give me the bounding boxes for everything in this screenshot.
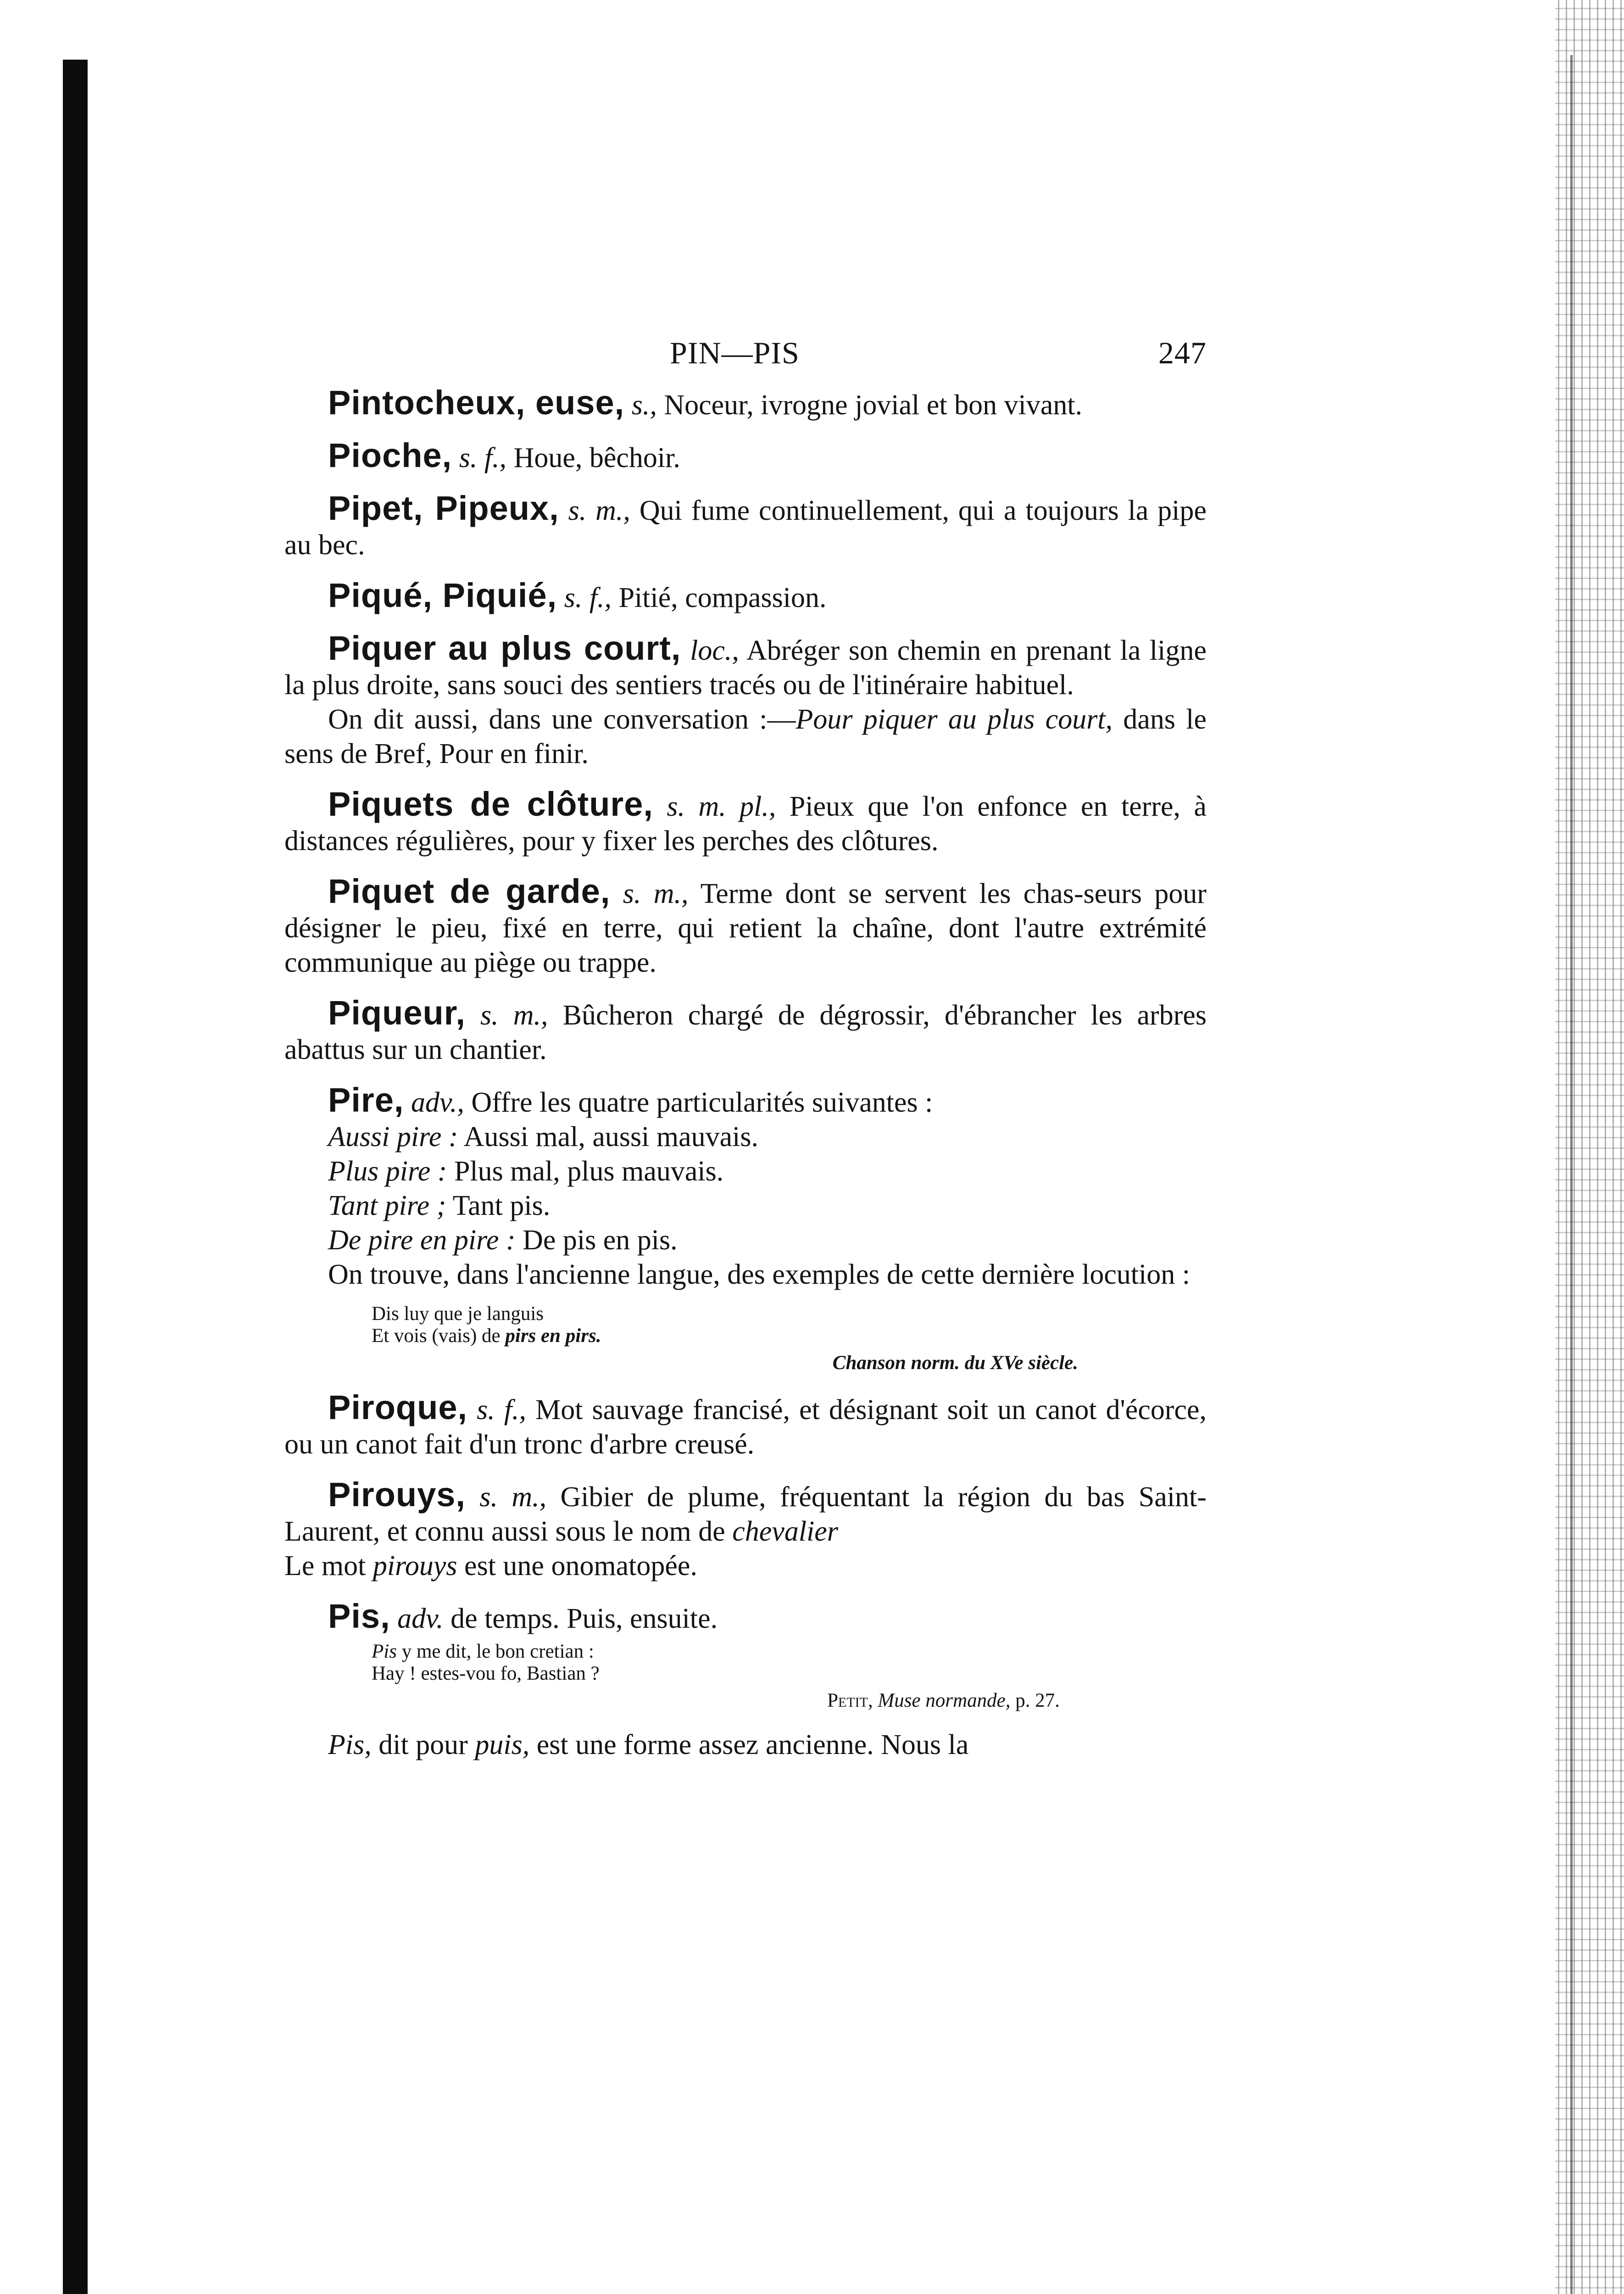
usage-example: Pour piquer au plus court, xyxy=(795,704,1113,735)
usage-note-cont: dernière locution : xyxy=(981,1259,1190,1290)
usage-note: On trouve, dans l'ancienne langue, des exemples de cette xyxy=(328,1259,975,1290)
running-title: PIN—PIS xyxy=(670,335,800,370)
headword: Pipet, Pipeux, xyxy=(328,489,559,527)
headword: Piquets de clôture, xyxy=(328,785,653,823)
grammar-label: s. m., xyxy=(623,878,689,909)
definition: Qui fume continuellement, qui a xyxy=(639,495,1017,526)
definition: Noceur, ivrogne jovial et bon xyxy=(664,390,997,421)
definition: Bûcheron chargé de dégrossir, d'ébrancher xyxy=(562,1000,1076,1031)
entry-piquer-au-plus-court xyxy=(284,631,1207,771)
definition-cont: canot d'écorce, ou un canot fait d'un tronc d'arbre creusé. xyxy=(284,1394,1207,1460)
definition-cont: clôtures. xyxy=(841,825,939,857)
continuation-paragraph: Pis, dit pour puis, est une forme assez ancienne. Nous la xyxy=(328,1729,969,1760)
quote-line: Hay ! estes-vou fo, Bastian ? xyxy=(372,1663,600,1684)
grammar-label: adv., xyxy=(411,1087,464,1118)
grammar-label: s. f., xyxy=(459,442,507,473)
example-line: Aussi pire : Aussi mal, aussi mauvais. xyxy=(328,1121,759,1153)
definition: Gibier de plume, fréquentant la région du xyxy=(560,1481,1073,1513)
usage-note: On dit aussi, dans une conversation :— xyxy=(328,704,796,735)
entry-pire xyxy=(284,1083,1207,1292)
grammar-label: s. m., xyxy=(568,495,630,526)
citation: Petit, Muse normande, p. 27. xyxy=(827,1690,1060,1711)
quote-line: Et vois (vais) de pirs en pirs. xyxy=(372,1325,601,1347)
definition: Pitié, compassion. xyxy=(618,582,827,613)
page-edge-noise xyxy=(1555,0,1624,2294)
grammar-label: loc., xyxy=(690,635,739,666)
headword: Piroque, xyxy=(328,1388,468,1426)
grammar-label: adv. xyxy=(397,1603,444,1634)
definition: Mot sauvage francisé, et désignant soit un xyxy=(535,1394,1026,1425)
example-line: Tant pire ; Tant pis. xyxy=(328,1190,551,1221)
entry-pirouys: Pirouys, s. m., Gibier de plume, fréquentant la région du bas Saint-Laurent, et connu aussi sous le nom de chevalier Le mot pirouys est une onomatopée. xyxy=(284,1476,1207,1581)
quotation xyxy=(284,1641,1207,1685)
entry-pis xyxy=(284,1599,1207,1636)
example-line: De pire en pire : De pis en pis. xyxy=(328,1225,678,1256)
definition: Terme dont se servent les chas- xyxy=(700,878,1084,909)
grammar-label: s. f., xyxy=(477,1394,527,1425)
grammar-label: s., xyxy=(631,390,657,421)
binding-shadow xyxy=(63,60,88,2294)
definition: de temps. Puis, ensuite. xyxy=(450,1603,718,1634)
quotation xyxy=(284,1303,1207,1347)
page-number: 247 xyxy=(1158,335,1207,370)
quote-line: Dis luy que je languis xyxy=(372,1303,544,1325)
entry-piqueur xyxy=(284,996,1207,1067)
definition-cont: ou de l'itinéraire habituel. xyxy=(783,669,1074,701)
headword: Pirouys, xyxy=(328,1476,466,1514)
headword: Pire, xyxy=(328,1081,404,1119)
definition-cont: prenant la ligne la plus droite, sans souci des sentiers tracés xyxy=(284,635,1207,701)
headword: Pioche, xyxy=(328,436,452,474)
quote-line: Pis y me dit, le bon cretian : xyxy=(372,1641,594,1662)
grammar-label: s. m., xyxy=(479,1481,547,1513)
entry-piquets-de-cloture xyxy=(284,787,1207,858)
headword: Piqué, Piquié, xyxy=(328,576,557,614)
definition: Pieux que l'on enfonce en xyxy=(789,791,1108,822)
entry-pipet xyxy=(284,491,1207,562)
headword: Pis, xyxy=(328,1597,390,1635)
entry-pintocheux xyxy=(284,385,1207,423)
definition-cont: vivant. xyxy=(1004,390,1083,421)
headword: Pintocheux, euse, xyxy=(328,384,625,422)
definition: Abréger son chemin en xyxy=(746,635,1017,666)
definition: Houe, bêchoir. xyxy=(513,442,680,473)
example-line: Plus pire : Plus mal, plus mauvais. xyxy=(328,1156,724,1187)
usage-note-cont: dans le sens de Bref, Pour en finir. xyxy=(284,704,1207,769)
citation: Chanson norm. du XVe siècle. xyxy=(832,1352,1078,1374)
definition-cont: les arbres abattus sur un chantier. xyxy=(284,1000,1207,1065)
grammar-label: s. f., xyxy=(564,582,612,613)
entry-pique xyxy=(284,578,1207,615)
definition-cont: seurs pour désigner le pieu, fixé en terre, qui retient la xyxy=(284,878,1207,944)
page-content xyxy=(284,330,1207,1778)
headword: Piquet de garde, xyxy=(328,872,611,910)
entry-pioche xyxy=(284,438,1207,475)
headword: Piquer au plus court, xyxy=(328,629,681,667)
definition-cont: terre, à distances régulières, pour y fixer les perches des xyxy=(284,791,1207,857)
definition-cont: toujours la pipe au bec. xyxy=(284,495,1207,561)
definition-cont: chaîne, dont l'autre extrémité communique au piège ou trappe. xyxy=(284,913,1207,978)
grammar-label: s. m. pl., xyxy=(667,791,776,822)
headword: Piqueur, xyxy=(328,994,466,1032)
running-header xyxy=(284,330,1207,385)
entry-piroque xyxy=(284,1390,1207,1462)
entry-piquet-de-garde xyxy=(284,874,1207,980)
grammar-label: s. m., xyxy=(480,1000,548,1031)
definition: Offre les quatre particularités suivantes : xyxy=(471,1087,933,1118)
